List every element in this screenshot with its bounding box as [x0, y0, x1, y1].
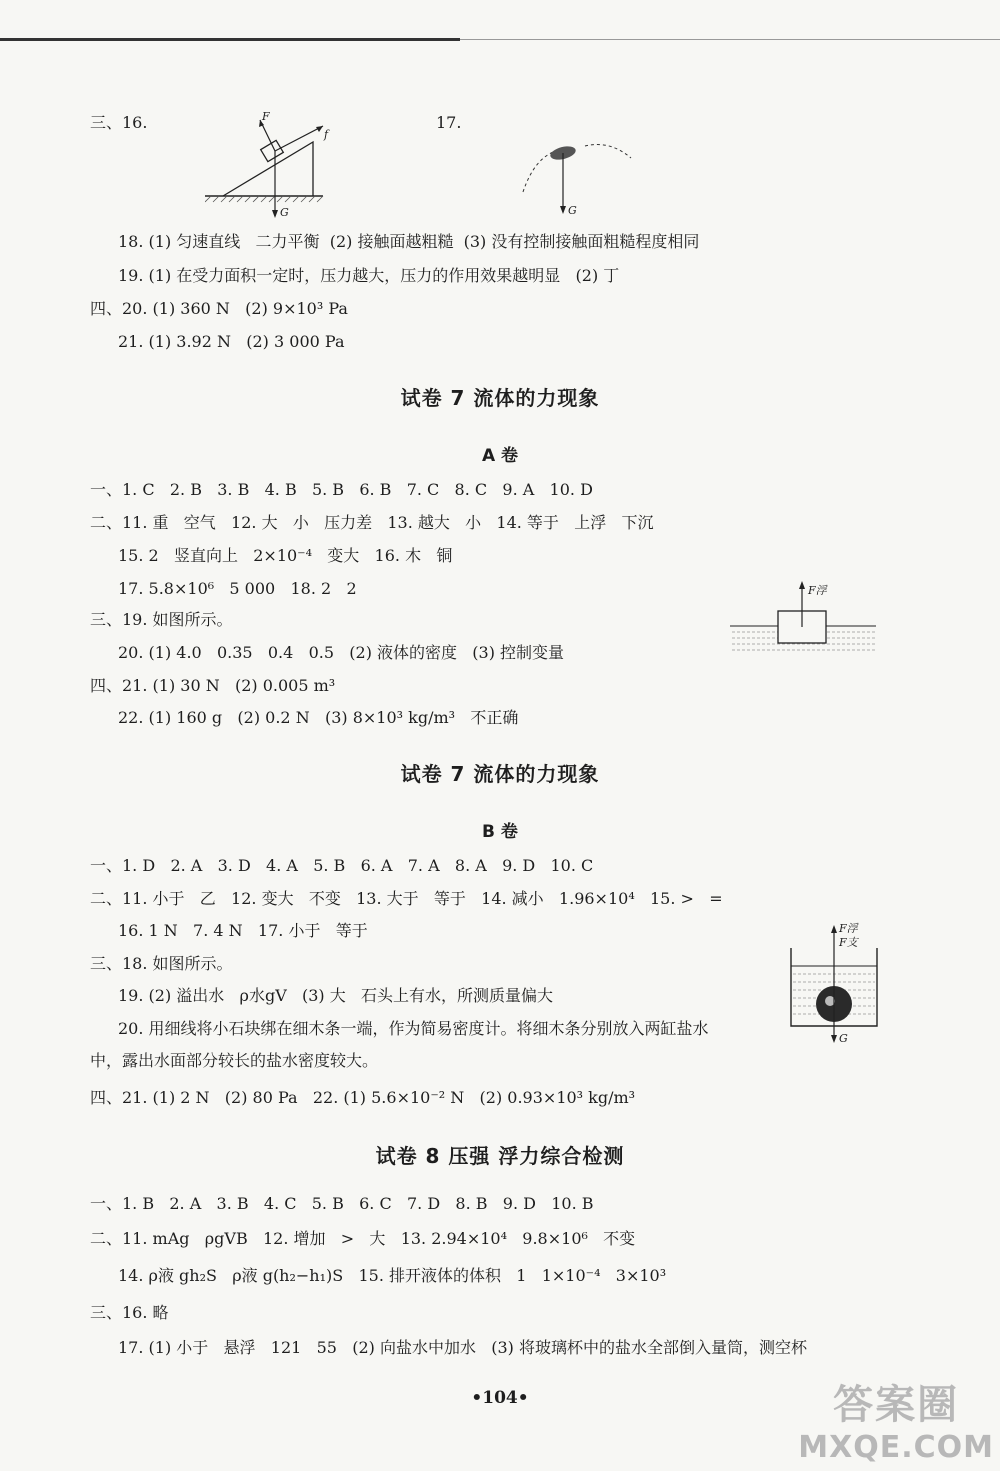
sunken-ball-diagram — [785, 918, 885, 1050]
projectile-diagram — [515, 136, 640, 220]
top-rule-thin — [460, 39, 1000, 40]
watermark-url: MXQE.COM — [798, 1430, 994, 1465]
label-F-buoyancy-2: F浮 — [839, 922, 858, 935]
label-G-2: G — [839, 1032, 848, 1045]
top-rule — [0, 38, 460, 41]
answer-line-c1: 一、1. B 2. A 3. B 4. C 5. B 6. C 7. D 8. B 9. D 10. B — [90, 1194, 594, 1213]
answer-line-b21: 四、21. (1) 2 N (2) 80 Pa 22. (1) 5.6×10⁻² N (2) 0.93×10³ kg/m³ — [90, 1088, 636, 1107]
answer-line-b20a: 20. 用细线将小石块绑在细木条一端，作为简易密度计。将细木条分别放入两缸盐水 — [118, 1019, 709, 1038]
label-G-ball: G — [568, 204, 577, 217]
answer-line-b11: 二、11. 小于 乙 12. 变大 不变 13. 大于 等于 14. 减小 1.96×10⁴ 15. > = — [90, 889, 723, 908]
subheading-b: B 卷 — [482, 822, 518, 842]
section-heading-test7b: 试卷 7 流体的力现象 — [400, 762, 600, 786]
section-heading-test7a: 试卷 7 流体的力现象 — [400, 386, 600, 410]
answer-line-a11: 二、11. 重 空气 12. 大 小 压力差 13. 越大 小 14. 等于 上浮 下沉 — [90, 513, 654, 532]
label-F: F — [262, 110, 270, 123]
section-heading-test8: 试卷 8 压强 浮力综合检测 — [375, 1144, 625, 1168]
watermark-title: 答案圈 — [833, 1382, 960, 1428]
page-number: •104• — [471, 1388, 529, 1408]
answer-line-c17: 17. (1) 小于 悬浮 121 55 (2) 向盐水中加水 (3) 将玻璃杯中的盐水全部倒入量筒，测空杯 — [118, 1338, 807, 1357]
answer-line-18: 18. (1) 匀速直线 二力平衡 (2) 接触面越粗糙 (3) 没有控制接触面粗糙程度相同 — [118, 232, 700, 251]
answer-line-a20: 20. (1) 4.0 0.35 0.4 0.5 (2) 液体的密度 (3) 控制变量 — [118, 643, 565, 662]
floating-block-diagram — [730, 578, 880, 658]
answer-line-c11: 二、11. mAg ρgVB 12. 增加 > 大 13. 2.94×10⁴ 9.8×10⁶ 不变 — [90, 1229, 636, 1248]
label-G: G — [280, 206, 289, 219]
label-F-buoyancy: F浮 — [808, 584, 827, 597]
answer-line-17: 17. — [436, 113, 462, 132]
label-F-support: F支 — [839, 936, 858, 949]
answer-line-a17: 17. 5.8×10⁶ 5 000 18. 2 2 — [118, 579, 357, 598]
answer-line-c16: 三、16. 略 — [90, 1303, 169, 1322]
incline-force-diagram — [205, 106, 345, 224]
answer-line-b20b: 中，露出水面部分较长的盐水密度较大。 — [90, 1051, 379, 1070]
answer-line-a21: 四、21. (1) 30 N (2) 0.005 m³ — [90, 676, 336, 695]
label-f: f — [324, 128, 329, 141]
answer-line-21: 21. (1) 3.92 N (2) 3 000 Pa — [118, 332, 345, 351]
answer-line-a19: 三、19. 如图所示。 — [90, 610, 233, 629]
watermark-logo — [798, 1373, 994, 1465]
answer-line-a1: 一、1. C 2. B 3. B 4. B 5. B 6. B 7. C 8. C 9. A 10. D — [90, 480, 593, 499]
answer-line-b1: 一、1. D 2. A 3. D 4. A 5. B 6. A 7. A 8. A 9. D 10. C — [90, 856, 594, 875]
answer-line-b16: 16. 1 N 7. 4 N 17. 小于 等于 — [118, 921, 368, 940]
answer-line-20: 四、20. (1) 360 N (2) 9×10³ Pa — [90, 299, 348, 318]
answer-line-a15: 15. 2 竖直向上 2×10⁻⁴ 变大 16. 木 铜 — [118, 546, 453, 565]
answer-line-a22: 22. (1) 160 g (2) 0.2 N (3) 8×10³ kg/m³ 不正确 — [118, 708, 519, 727]
answer-line-16: 三、16. — [90, 113, 148, 132]
answer-line-b19: 19. (2) 溢出水 ρ水gV (3) 大 石头上有水，所测质量偏大 — [118, 986, 554, 1005]
answer-line-19: 19. (1) 在受力面积一定时，压力越大，压力的作用效果越明显 (2) 丁 — [118, 266, 620, 285]
subheading-a: A 卷 — [481, 446, 519, 466]
answer-line-b18: 三、18. 如图所示。 — [90, 954, 233, 973]
answer-line-c14: 14. ρ液 gh₂S ρ液 g(h₂−h₁)S 15. 排开液体的体积 1 1×10⁻⁴ 3×10³ — [118, 1266, 667, 1285]
